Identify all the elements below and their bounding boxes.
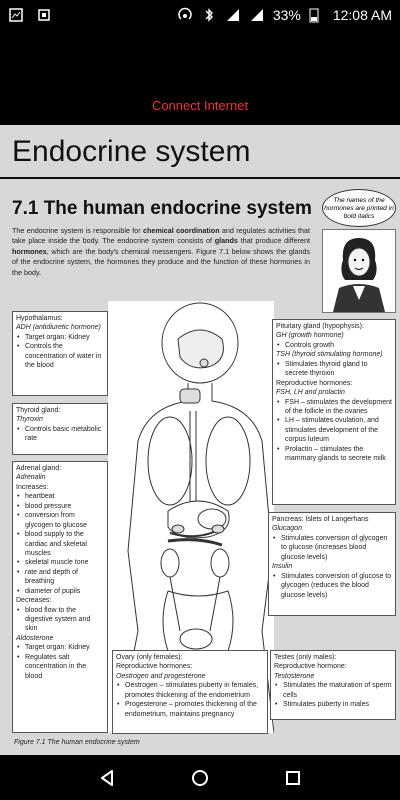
list-item: • Controls the concentration of water in the blood: [16, 342, 104, 370]
bluetooth-icon: [201, 7, 217, 23]
box-heading: Pancreas: Islets of Langerhans: [272, 516, 369, 523]
list-item: • blood flow to the digestive system and skin: [16, 606, 104, 634]
list-item: • LH – stimulates ovulation, and stimulates development of the corpus luteum: [276, 416, 392, 444]
list-item: • Controls growth: [276, 341, 392, 350]
list-item: • Oestrogen – stimulates puberty in females, promotes thickening of the endometrium: [116, 681, 264, 700]
box-heading: Thyroid gland:: [16, 407, 61, 414]
list-item: • FSH – stimulates the development of the follicle in the ovaries: [276, 398, 392, 417]
hormone-name: ADH (antidiuretic hormone): [16, 324, 101, 332]
usb-icon: [36, 7, 52, 23]
list-item: • Stimulates the maturation of sperm cells: [274, 681, 392, 700]
reproductive-label: Reproductive hormones:: [116, 663, 193, 671]
list-item: • heartbeat: [16, 492, 104, 501]
hormone-name: Thyroxin: [16, 416, 43, 424]
title-rule: [0, 177, 400, 179]
list-item: • conversion from glycogen to glucose: [16, 511, 104, 530]
hormone-name: FSH, LH and prolactin: [276, 389, 345, 397]
box-heading: Testes (only males):: [274, 654, 337, 661]
list-item: • Stimulates puberty in males: [274, 700, 392, 709]
list-item: • blood supply to the cardiac and skeletal muscles: [16, 530, 104, 558]
back-icon: [97, 768, 117, 788]
box-heading: Adrenal gland:: [16, 465, 62, 472]
box-heading: Pituitary gland (hypophysis):: [276, 323, 364, 330]
pituitary-box: [272, 319, 396, 505]
pancreas-box: [268, 512, 396, 616]
figure-caption: Figure 7.1 The human endocrine system: [14, 739, 140, 746]
list-item: • rate and depth of breathing: [16, 568, 104, 587]
clock: 12:08 AM: [332, 7, 392, 23]
hormone-name: Testosterone: [274, 672, 315, 680]
section-title: 7.1 The human endocrine system: [12, 198, 312, 219]
ovary-box: [112, 650, 268, 734]
status-bar: [0, 0, 400, 30]
list-item: • Stimulates conversion of glucose to glycogen (reduces the blood glucose levels): [272, 572, 392, 600]
list-item: • Target organ: Kidney: [16, 333, 104, 342]
thyroid-box: [12, 403, 108, 455]
hormone-name: Oestrogen and progesterone: [116, 672, 206, 680]
list-item: • Stimulates conversion of glycogen to glucose (increases blood glucose levels): [272, 534, 392, 562]
signal-icon: [225, 7, 241, 23]
box-heading: Hypothalamus:: [16, 315, 63, 322]
testes-box: [270, 650, 396, 720]
back-button[interactable]: [87, 758, 127, 798]
textbook-page: [0, 125, 400, 755]
reproductive-label: Reproductive hormone:: [274, 663, 347, 671]
decreases-label: Decreases:: [16, 597, 52, 605]
list-item: • Controls basic metabolic rate: [16, 425, 104, 444]
recents-button[interactable]: [273, 758, 313, 798]
connect-internet-link[interactable]: Connect Internet: [151, 98, 249, 113]
hormone-name: GH (growth hormone): [276, 332, 344, 340]
increases-label: Increases:: [16, 483, 49, 491]
list-item: • Progesterone – promotes thickening of the endometrium, maintains pregnancy: [116, 700, 264, 719]
list-item: • Target organ: Kidney: [16, 643, 104, 652]
list-item: • skeletal muscle tone: [16, 558, 104, 567]
hypothalamus-box: [12, 311, 108, 396]
list-item: • Stimulates thyroid gland to secrete thyroxin: [276, 360, 392, 379]
intro-paragraph: The endocrine system is responsible for chemical coordination and regulates activities that take place inside the body. The endocrine system consists of glands that produce different hormones, which are the body's chemical messengers. Figure 7.1 below shows the glands of the endocrine system, the hormones they produce and the function of these hormones in the body.: [12, 226, 310, 277]
navigation-bar: [0, 755, 400, 800]
adrenal-box: [12, 461, 108, 733]
home-button[interactable]: [180, 758, 220, 798]
speech-bubble: The names of the hormones are printed in bold italics: [322, 189, 396, 227]
list-item: • Prolactin – stimulates the mammary glands to secrete milk: [276, 445, 392, 464]
battery-icon: [309, 7, 325, 23]
hormone-name: Insulin: [272, 563, 293, 571]
hormone-name: Aldosterone: [16, 634, 54, 642]
teacher-illustration: [322, 229, 396, 313]
hormone-name: Adrenalin: [16, 474, 46, 482]
hotspot-icon: [177, 7, 193, 23]
signal-icon-2: [249, 7, 265, 23]
screenshot-icon: [8, 7, 24, 23]
box-heading: Ovary (only females):: [116, 654, 183, 661]
list-item: • Regulates salt concentration in the blood: [16, 653, 104, 681]
reproductive-label: Reproductive hormones:: [276, 379, 353, 387]
hormone-name: Glucagon: [272, 525, 302, 533]
list-item: • blood pressure: [16, 502, 104, 511]
home-icon: [190, 768, 210, 788]
recents-icon: [283, 768, 303, 788]
hormone-name: TSH (thyroid stimulating hormone): [276, 351, 383, 359]
battery-percent: 33%: [272, 7, 301, 23]
page-title: Endocrine system: [12, 135, 251, 168]
list-item: • diameter of pupils: [16, 587, 104, 596]
